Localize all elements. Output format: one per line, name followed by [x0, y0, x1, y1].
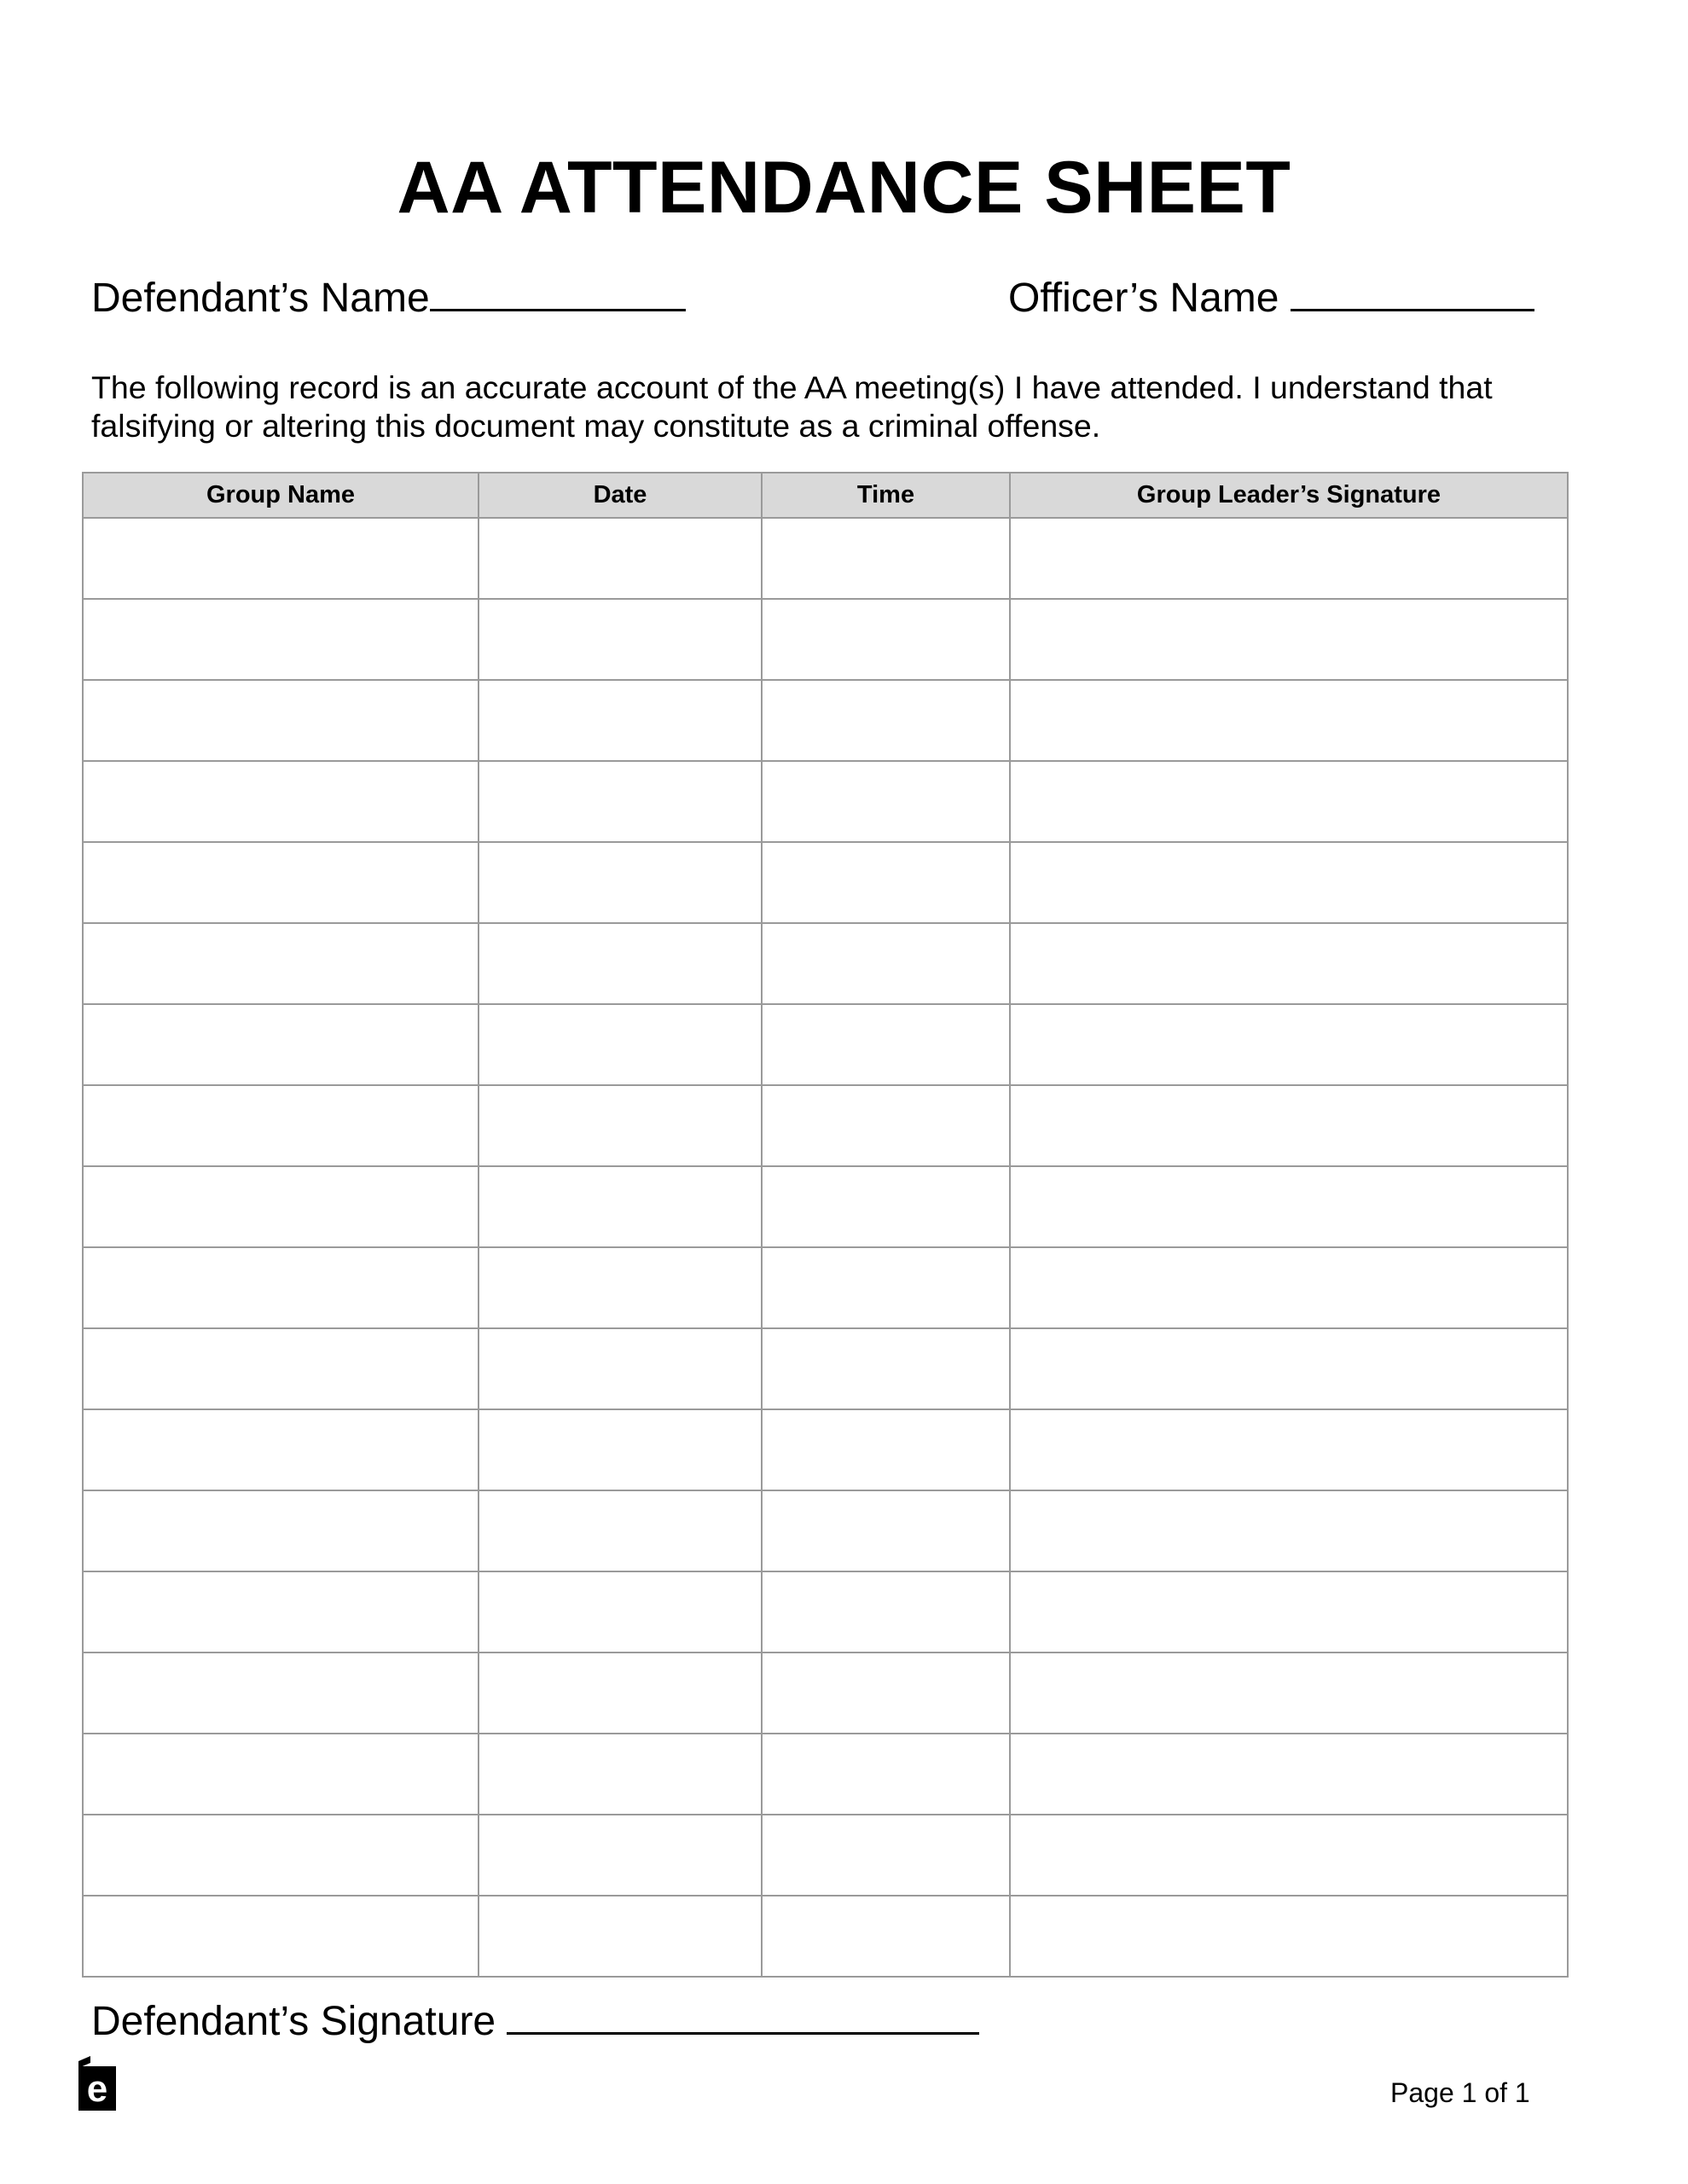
cell-group-leader-signature[interactable]: [1010, 518, 1568, 599]
cell-date[interactable]: [479, 1328, 762, 1409]
cell-group-leader-signature[interactable]: [1010, 1896, 1568, 1977]
cell-time[interactable]: [762, 680, 1010, 761]
cell-group-name[interactable]: [83, 1734, 479, 1815]
cell-time[interactable]: [762, 842, 1010, 923]
cell-group-name[interactable]: [83, 1247, 479, 1328]
table-row: [83, 1085, 1568, 1166]
cell-group-leader-signature[interactable]: [1010, 923, 1568, 1004]
table-row: [83, 1328, 1568, 1409]
cell-date[interactable]: [479, 1490, 762, 1571]
table-row: [83, 1571, 1568, 1653]
eforms-logo-icon: [78, 2056, 116, 2111]
column-header-group-name: Group Name: [83, 473, 479, 518]
attendance-table-body: [83, 518, 1568, 1977]
cell-group-name[interactable]: [83, 518, 479, 599]
cell-group-name[interactable]: [83, 599, 479, 680]
defendant-name-blank[interactable]: [430, 271, 686, 311]
column-header-date: Date: [479, 473, 762, 518]
cell-date[interactable]: [479, 1896, 762, 1977]
cell-date[interactable]: [479, 1247, 762, 1328]
officer-name-label: Officer’s Name: [1008, 276, 1279, 321]
cell-group-leader-signature[interactable]: [1010, 1571, 1568, 1653]
cell-time[interactable]: [762, 1815, 1010, 1896]
cell-group-name[interactable]: [83, 1085, 479, 1166]
cell-group-leader-signature[interactable]: [1010, 1734, 1568, 1815]
table-row: [83, 599, 1568, 680]
cell-time[interactable]: [762, 1247, 1010, 1328]
cell-time[interactable]: [762, 1571, 1010, 1653]
table-row: [83, 1490, 1568, 1571]
cell-date[interactable]: [479, 1166, 762, 1247]
cell-group-name[interactable]: [83, 1490, 479, 1571]
table-row: [83, 1896, 1568, 1977]
cell-group-name[interactable]: [83, 923, 479, 1004]
cell-time[interactable]: [762, 1328, 1010, 1409]
cell-time[interactable]: [762, 761, 1010, 842]
table-row: [83, 1004, 1568, 1085]
table-row: [83, 1166, 1568, 1247]
cell-date[interactable]: [479, 518, 762, 599]
cell-date[interactable]: [479, 1409, 762, 1490]
cell-date[interactable]: [479, 1571, 762, 1653]
cell-time[interactable]: [762, 518, 1010, 599]
cell-group-name[interactable]: [83, 1815, 479, 1896]
cell-time[interactable]: [762, 923, 1010, 1004]
table-row: [83, 1653, 1568, 1734]
table-row: [83, 842, 1568, 923]
cell-time[interactable]: [762, 1004, 1010, 1085]
cell-date[interactable]: [479, 599, 762, 680]
cell-group-leader-signature[interactable]: [1010, 1490, 1568, 1571]
cell-time[interactable]: [762, 1085, 1010, 1166]
cell-group-leader-signature[interactable]: [1010, 1004, 1568, 1085]
table-row: [83, 518, 1568, 599]
defendant-signature-blank[interactable]: [507, 1995, 979, 2035]
cell-date[interactable]: [479, 761, 762, 842]
cell-group-leader-signature[interactable]: [1010, 1166, 1568, 1247]
cell-date[interactable]: [479, 923, 762, 1004]
cell-group-name[interactable]: [83, 1409, 479, 1490]
attendance-statement: The following record is an accurate account of the AA meeting(s) I have attended. I understand that falsifying or altering this document may constitute as a criminal offense.: [91, 369, 1493, 444]
table-row: [83, 923, 1568, 1004]
cell-group-name[interactable]: [83, 761, 479, 842]
table-row: [83, 1734, 1568, 1815]
cell-group-leader-signature[interactable]: [1010, 1653, 1568, 1734]
column-header-group-leader-signature: Group Leader’s Signature: [1010, 473, 1568, 518]
cell-time[interactable]: [762, 1653, 1010, 1734]
officer-name-blank[interactable]: [1291, 271, 1534, 311]
cell-group-leader-signature[interactable]: [1010, 1247, 1568, 1328]
cell-group-name[interactable]: [83, 1896, 479, 1977]
table-row: [83, 1409, 1568, 1490]
table-header-row: [83, 473, 1568, 518]
cell-group-leader-signature[interactable]: [1010, 761, 1568, 842]
cell-time[interactable]: [762, 1734, 1010, 1815]
cell-group-name[interactable]: [83, 842, 479, 923]
attendance-table-container: [82, 472, 1567, 1978]
cell-time[interactable]: [762, 599, 1010, 680]
cell-date[interactable]: [479, 1085, 762, 1166]
cell-time[interactable]: [762, 1896, 1010, 1977]
cell-time[interactable]: [762, 1490, 1010, 1571]
table-row: [83, 761, 1568, 842]
cell-group-name[interactable]: [83, 1004, 479, 1085]
cell-group-leader-signature[interactable]: [1010, 1815, 1568, 1896]
cell-date[interactable]: [479, 842, 762, 923]
defendant-name-label: Defendant’s Name: [91, 276, 430, 321]
cell-group-leader-signature[interactable]: [1010, 1409, 1568, 1490]
cell-date[interactable]: [479, 680, 762, 761]
cell-date[interactable]: [479, 1653, 762, 1734]
cell-group-leader-signature[interactable]: [1010, 599, 1568, 680]
cell-date[interactable]: [479, 1734, 762, 1815]
defendant-name-field: [91, 271, 686, 324]
cell-group-name[interactable]: [83, 1328, 479, 1409]
cell-group-leader-signature[interactable]: [1010, 842, 1568, 923]
cell-group-leader-signature[interactable]: [1010, 1328, 1568, 1409]
attendance-table: [82, 472, 1569, 1978]
defendant-signature-field: [91, 1995, 979, 2048]
cell-time[interactable]: [762, 1166, 1010, 1247]
cell-group-name[interactable]: [83, 1653, 479, 1734]
column-header-time: Time: [762, 473, 1010, 518]
table-row: [83, 680, 1568, 761]
svg-text:e: e: [86, 2068, 108, 2110]
officer-name-field: [1008, 271, 1534, 324]
page-number: Page 1 of 1: [1390, 2077, 1530, 2108]
cell-group-leader-signature[interactable]: [1010, 1085, 1568, 1166]
table-row: [83, 1247, 1568, 1328]
table-row: [83, 1815, 1568, 1896]
page-title: AA ATTENDANCE SHEET: [397, 147, 1291, 229]
cell-group-name[interactable]: [83, 680, 479, 761]
cell-date[interactable]: [479, 1815, 762, 1896]
cell-group-leader-signature[interactable]: [1010, 680, 1568, 761]
cell-time[interactable]: [762, 1409, 1010, 1490]
defendant-signature-label: Defendant’s Signature: [91, 1999, 496, 2044]
cell-date[interactable]: [479, 1004, 762, 1085]
cell-group-name[interactable]: [83, 1166, 479, 1247]
cell-group-name[interactable]: [83, 1571, 479, 1653]
